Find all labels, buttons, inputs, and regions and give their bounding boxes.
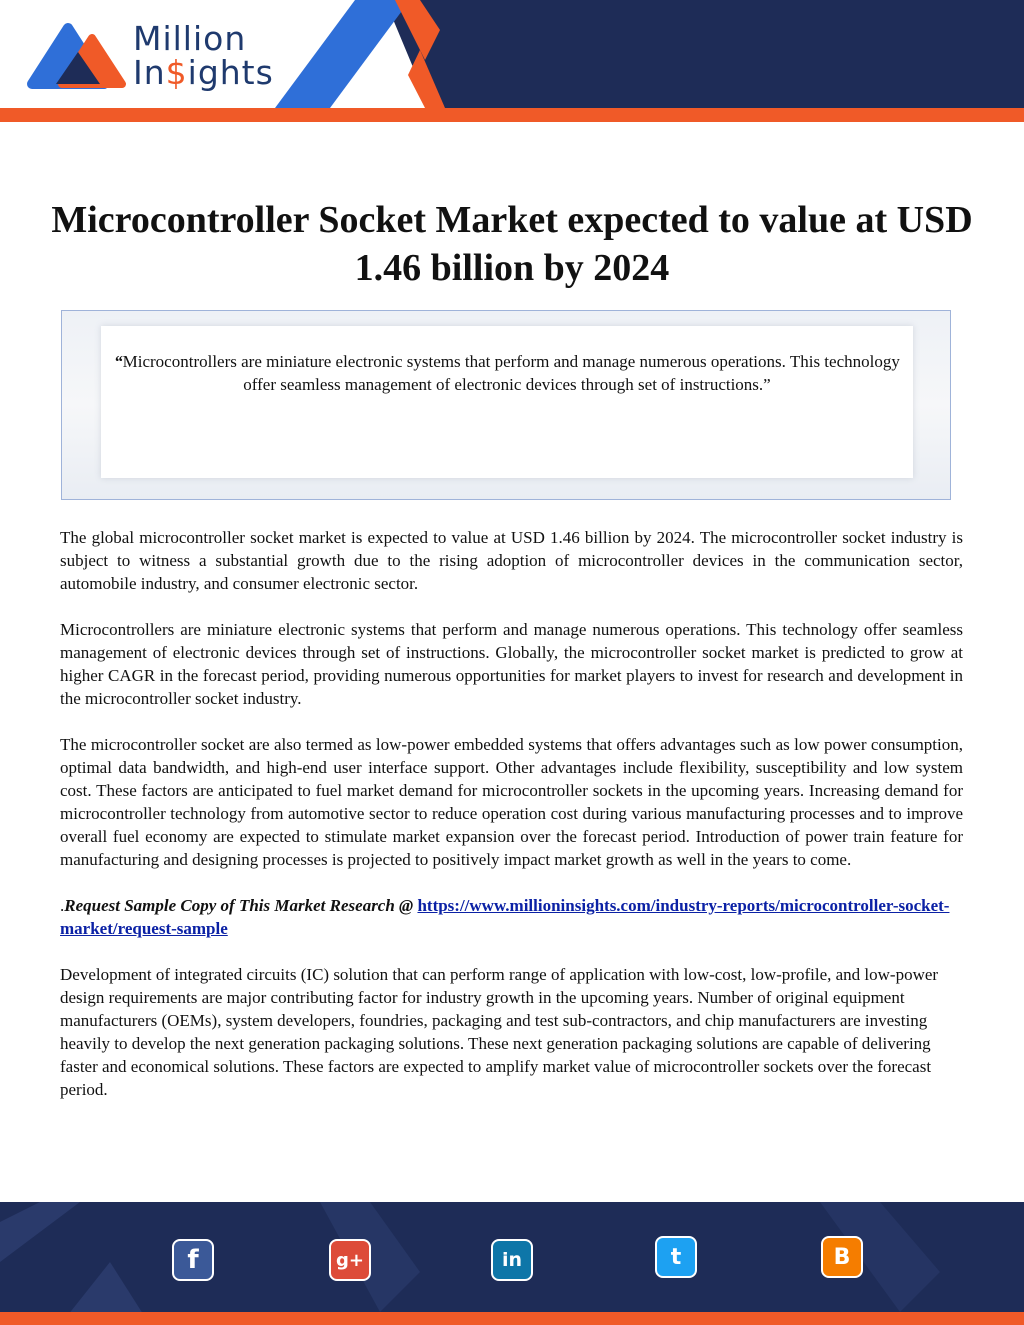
paragraph-2: Microcontrollers are miniature electronic systems that perform and manage numerous operations. This technology offer seamless management of electronic devices through set of instructions. Globally, the microcontroller socket market is predicted to grow at higher CAGR in the forecast period, providing numerous opportunities for market players to invest for research and development in the microcontroller socket industry. — [60, 620, 963, 708]
page-title: Microcontroller Socket Market expected to value at USD 1.46 billion by 2024 — [51, 199, 973, 289]
quote-panel — [101, 326, 913, 478]
blogger-icon[interactable]: B — [821, 1236, 863, 1278]
brand-name-line2 — [133, 53, 274, 92]
twitter-icon[interactable]: t — [655, 1236, 697, 1278]
google-plus-icon[interactable]: g+ — [329, 1239, 371, 1281]
page-footer — [0, 1202, 1024, 1325]
request-prefix: . — [60, 896, 65, 915]
quote-text — [101, 326, 913, 396]
page-header — [0, 0, 1024, 122]
brand-name-dollar: $ — [165, 53, 188, 92]
facebook-icon[interactable]: f — [172, 1239, 214, 1281]
article-body — [60, 526, 963, 1124]
brand-logo-text — [133, 19, 274, 92]
paragraph-1: The global microcontroller socket market is expected to value at USD 1.46 billion by 2024. The microcontroller socket industry is subject to witness a substantial growth due to the rising adoption of microcontroller devices in the communication sector, automobile industry, and consumer electronic sector. — [60, 528, 963, 593]
request-sample-line — [60, 894, 963, 940]
paragraph-3: The microcontroller socket are also termed as low-power embedded systems that offers advantages such as low power consumption, optimal data bandwidth, and high-end user interface support. Other advantages include flexibility, susceptibility and low system cost. These factors are anticipated to fuel market demand for microcontroller sockets in the upcoming years. Increasing demand for microcontroller technology from automotive sector to reduce operation cost during various manufacturing processes and to improve overall fuel economy are expected to stimulate market expansion over the forecast period. Introduction of power train feature for manufacturing and designing processes is projected to positively impact market growth as well in the years to come. — [60, 735, 963, 869]
linkedin-icon[interactable]: in — [491, 1239, 533, 1281]
paragraph-4: Development of integrated circuits (IC) solution that can perform range of application with low-cost, low-profile, and low-power design requirements are major contributing factor for industry growth in the upcoming years. Number of original equipment manufacturers (OEMs), system developers, foundries, packaging and test sub-contractors, and chip manufacturers are investing heavily to develop the next generation packaging solutions. These next generation packaging solutions are capable of delivering faster and economical solutions. These factors are expected to amplify market value of microcontroller sockets over the forecast period. — [60, 965, 939, 1099]
request-sample-link[interactable]: https://www.millioninsights.com/industry-reports/microcontroller-socket-market/request-sample — [60, 896, 950, 938]
quote-box — [61, 310, 951, 500]
quote-body: Microcontrollers are miniature electronic systems that perform and manage numerous operations. This technology offer seamless management of electronic devices through set of instructions.” — [122, 352, 900, 394]
quote-open-mark: “ — [114, 352, 123, 371]
brand-name-suffix: ights — [187, 53, 274, 92]
brand-name-prefix: In — [133, 53, 166, 92]
request-lead: Request Sample Copy of This Market Research @ — [64, 896, 418, 915]
brand-name-line1: Million — [133, 19, 247, 58]
